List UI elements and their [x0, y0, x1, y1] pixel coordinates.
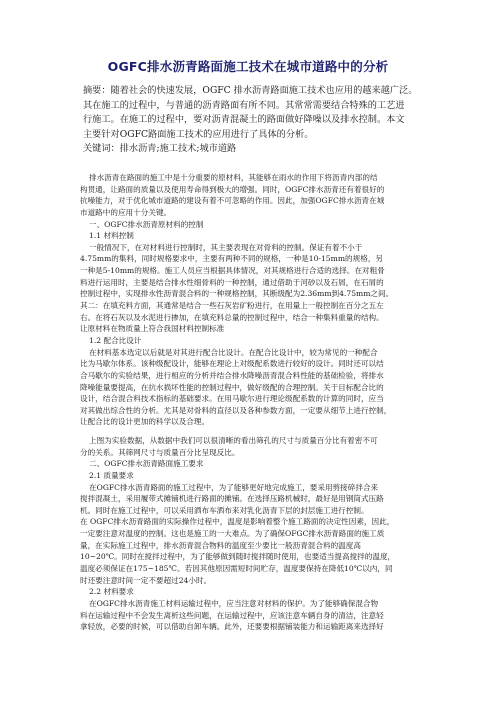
paragraph-line: 一种是5-10mm的规格。施工人员应当根据具体情况，对其规格进行合适的选择。在对粗骨 [80, 266, 385, 276]
paragraph-line: 其二：在填充料方面，其通常是结合一些石灰岩矿粉进行，在用量上一般控制在百分之五左 [80, 301, 384, 311]
subsection-heading: 2.2 材料要求 [89, 587, 134, 597]
body-section-2 [80, 435, 420, 633]
paragraph-line: 分的关系。其筛网尺寸与质量百分比呈现反比。 [80, 447, 240, 457]
abstract-line: 其在施工的过程中，与普通的沥青路面有所不同。其常常需要结合特殊的工艺进 [83, 99, 405, 111]
paragraph-line: 上图为实验数据，从数据中我们可以很清晰的看出筛孔的尺寸与质量百分比有着密不可 [89, 436, 378, 445]
abstract-line: 主要针对OGFC路面施工技术的应用进行了具体的分析。 [83, 128, 314, 140]
abstract-line: 摘要：随着社会的快速发展，OGFC 排水沥青路面施工技术也应用的越来越广泛。 [83, 85, 418, 96]
abstract-line: 行施工。在施工的过程中，要对沥青混凝土的路面做好降噪以及排水控制。本文 [83, 114, 405, 126]
paragraph-line: 量，在实际施工过程中，排水沥青混合物料的温度至少要比一般沥青混合料的温度高 [80, 540, 361, 550]
paragraph-line: 对其做出综合性的分析。尤其是对骨料的直径以及各种参数方面，一定要从细节上进行控制， [80, 405, 392, 415]
paragraph-line: 机。同时在施工过程中，可以采用洒布车洒布来对乳化沥青下层的封层施工进行控制。 [80, 505, 369, 515]
paragraph-line: 抗噪能力，对于优化城市道路的建设有着不可忽略的作用。因此，加强OGFC排水沥青在城 [80, 196, 385, 206]
paragraph-line: 控制过程中，实现排水性沥青混合料的一种规格控制，其断级配为2.36mm到4.75mm之间。 [80, 289, 394, 299]
paragraph-line: 比为马歇尔体系。该种级配设计，能够在理论上对级配系数进行较好的设计。同时还可以结 [80, 359, 384, 369]
paragraph-line: 构贯通，让路面的质量以及使用寿命得到极大的增强。同时，OGFC排水沥青还有着很好的 [80, 184, 385, 194]
paragraph-line: 在OGFC排水沥青路面的施工过程中，为了能够更好地完成施工，要采用剪接碎拌合来 [89, 482, 379, 492]
paragraph-line: 市道路中的应用十分关键。 [80, 207, 172, 217]
subsection-heading: 2.1 质量要求 [89, 470, 134, 480]
paragraph-line: 温度必须保证在175~185℃。若因其他原因需短时间贮存，温度要保持在降低10℃以内，同 [80, 564, 393, 574]
section-heading: 一、OGFC排水沥青原材料的控制 [89, 219, 204, 229]
paragraph-line: 在 OGFC排水沥青路面的实际操作过程中，温度是影响着整个施工路面的决定性因素，因此， [80, 517, 395, 527]
paragraph-line: 10~20℃。同时在搅拌过程中，为了能够做到随时搅拌随时使用，也要适当提高搅拌的温度， [80, 552, 396, 562]
paragraph-line: 右。在将石灰以及水泥进行掺加，在填充料总量的控制过程中，结合一种集料重量的结构。 [80, 312, 384, 322]
paragraph-line: 一定要注意对温度的控制。这也是施工的一大难点。为了确保OFGC排水沥青路面的施工质 [80, 529, 385, 539]
paragraph-line: 排水沥青在路面的施工中是十分重要的原材料，其能够在雨水的作用下将沥青内部的结 [89, 173, 378, 182]
paragraph-line: 降噪能量要提高，在抗水损坏性能的控制过程中，做好级配的合理控制。关于目标配合比的 [80, 382, 384, 392]
paragraph-line: 在OGFC排水沥青施工材料运输过程中，应当注意对材料的保护。为了能够确保混合物 [89, 598, 379, 608]
paragraph-line: 合马歇尔的实验结果，进行相应的分析并结合排水降噪沥青混合料性能的基础检验，将排水 [80, 370, 384, 380]
paragraph-line: 4.75mm的集料，同时规格要求中，主要有两种不同的规格，一种是10-15mm的规格，另 [80, 254, 384, 264]
paragraph-line: 时还要注意时间一定不要超过24小时。 [80, 575, 212, 585]
abstract-section [83, 84, 423, 157]
keywords-line: 关键词：排水沥青;施工技术;城市道路 [83, 143, 237, 155]
section-heading: 二、OGFC排水沥青路面施工要求 [89, 459, 204, 469]
paragraph-line: 设计，结合混合料技术指标的基础要求。在用马歇尔进行理论级配系数的计算的同时，应当 [80, 394, 384, 404]
subsection-heading: 1.1 材料控制 [89, 231, 134, 241]
body-section-1 [80, 172, 420, 428]
paragraph-line: 拿轻放，必要的时候，可以借助自卸车辆。此外，还要要根据铺装能力和运输距离来选择好 [80, 622, 384, 632]
paragraph-line: 料在运输过程中不会发生离析这些问题，在运输过程中，应该注意车辆自身的清洁，注意轻 [80, 610, 384, 620]
paragraph-line: 搅拌混凝土，采用履带式摊铺机进行路面的摊铺。在选择压路机械时，最好是用钢筒式压路 [80, 494, 384, 504]
subsection-heading: 1.2 配合比设计 [89, 335, 142, 345]
paragraph-line: 让原材料在物质量上符合我国材料控制标准 [80, 324, 225, 334]
paragraph-line: 一般情况下，在对材料进行控制时，其主要表现在对骨料的控制。保证有着不小于 [89, 242, 363, 252]
paragraph-line: 让配合比的设计更加的科学以及合理。 [80, 417, 210, 427]
paragraph-line: 在材料基本选定以后就是对其进行配合比设计。在配合比设计中，较为常见的一种配合 [89, 347, 378, 357]
paragraph-line: 料进行运用时，主要是结合排水性细骨料的一种控制，通过借助于河砂以及石屑，在石屑的 [80, 277, 384, 287]
page-title: OGFC排水沥青路面施工技术在城市道路中的分析 [107, 59, 389, 74]
